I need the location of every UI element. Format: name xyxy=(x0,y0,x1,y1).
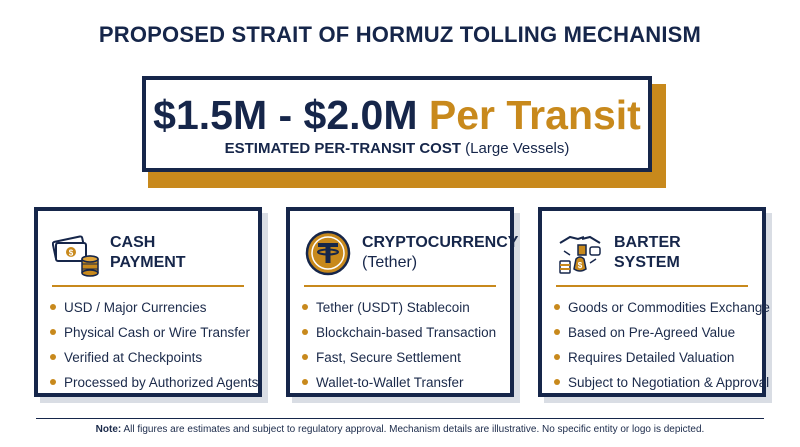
note-text: All figures are estimates and subject to regulatory approval. Mechanism details are illustrative. No specific entity or logo is depicted. xyxy=(123,424,705,435)
hero-subtitle-light: (Large Vessels) xyxy=(465,140,570,157)
tether-coin-icon xyxy=(304,229,352,277)
list-item: Goods or Commodities Exchange xyxy=(554,295,756,320)
list-item: Based on Pre-Agreed Value xyxy=(554,320,756,345)
card-title xyxy=(614,233,681,273)
hero-amount-range: $1.5M - $2.0M xyxy=(153,92,418,138)
card-list xyxy=(302,295,504,395)
card-title-line2: (Tether) xyxy=(362,254,418,271)
card-divider xyxy=(52,285,244,287)
card-divider xyxy=(304,285,496,287)
card-title xyxy=(362,233,518,273)
card-header xyxy=(304,229,519,277)
card-title-line1: CASH xyxy=(110,234,156,251)
footer-divider xyxy=(36,418,764,419)
hero-amount-suffix: Per Transit xyxy=(428,92,641,138)
footer-note xyxy=(0,424,800,435)
note-label: Note: xyxy=(95,424,122,435)
card-title-line2: SYSTEM xyxy=(614,254,680,271)
list-item: Subject to Negotiation & Approval xyxy=(554,370,756,395)
svg-text:$: $ xyxy=(577,261,583,270)
hero-amount xyxy=(146,92,648,138)
list-item: Tether (USDT) Stablecoin xyxy=(302,295,504,320)
list-item: Fast, Secure Settlement xyxy=(302,345,504,370)
card-list xyxy=(554,295,770,395)
card-divider xyxy=(556,285,748,287)
barter-exchange-icon xyxy=(556,229,604,277)
cash-stack-icon xyxy=(52,229,100,277)
card-header xyxy=(556,229,752,277)
list-item: Requires Detailed Valuation xyxy=(554,345,756,370)
list-item: Verified at Checkpoints xyxy=(50,345,252,370)
hero-subtitle xyxy=(146,140,648,157)
card-title-line1: CRYPTOCURRENCY xyxy=(362,234,519,251)
svg-text:$: $ xyxy=(68,248,74,258)
list-item: USD / Major Currencies xyxy=(50,295,252,320)
list-item: Wallet-to-Wallet Transfer xyxy=(302,370,504,395)
list-item: Processed by Authorized Agents xyxy=(50,370,252,395)
hero-box xyxy=(142,76,652,172)
card-barter-system xyxy=(538,207,770,397)
card-title xyxy=(110,233,186,273)
card-cryptocurrency xyxy=(286,207,519,397)
card-title-line2: PAYMENT xyxy=(110,254,186,271)
page-title: PROPOSED STRAIT OF HORMUZ TOLLING MECHANISM xyxy=(98,22,702,47)
card-header xyxy=(52,229,248,277)
list-item: Physical Cash or Wire Transfer xyxy=(50,320,252,345)
card-cash-payment xyxy=(34,207,262,397)
card-list xyxy=(50,295,259,395)
hero-subtitle-bold: ESTIMATED PER-TRANSIT COST xyxy=(224,140,461,157)
card-title-line1: BARTER xyxy=(614,234,681,251)
list-item: Blockchain-based Transaction xyxy=(302,320,504,345)
